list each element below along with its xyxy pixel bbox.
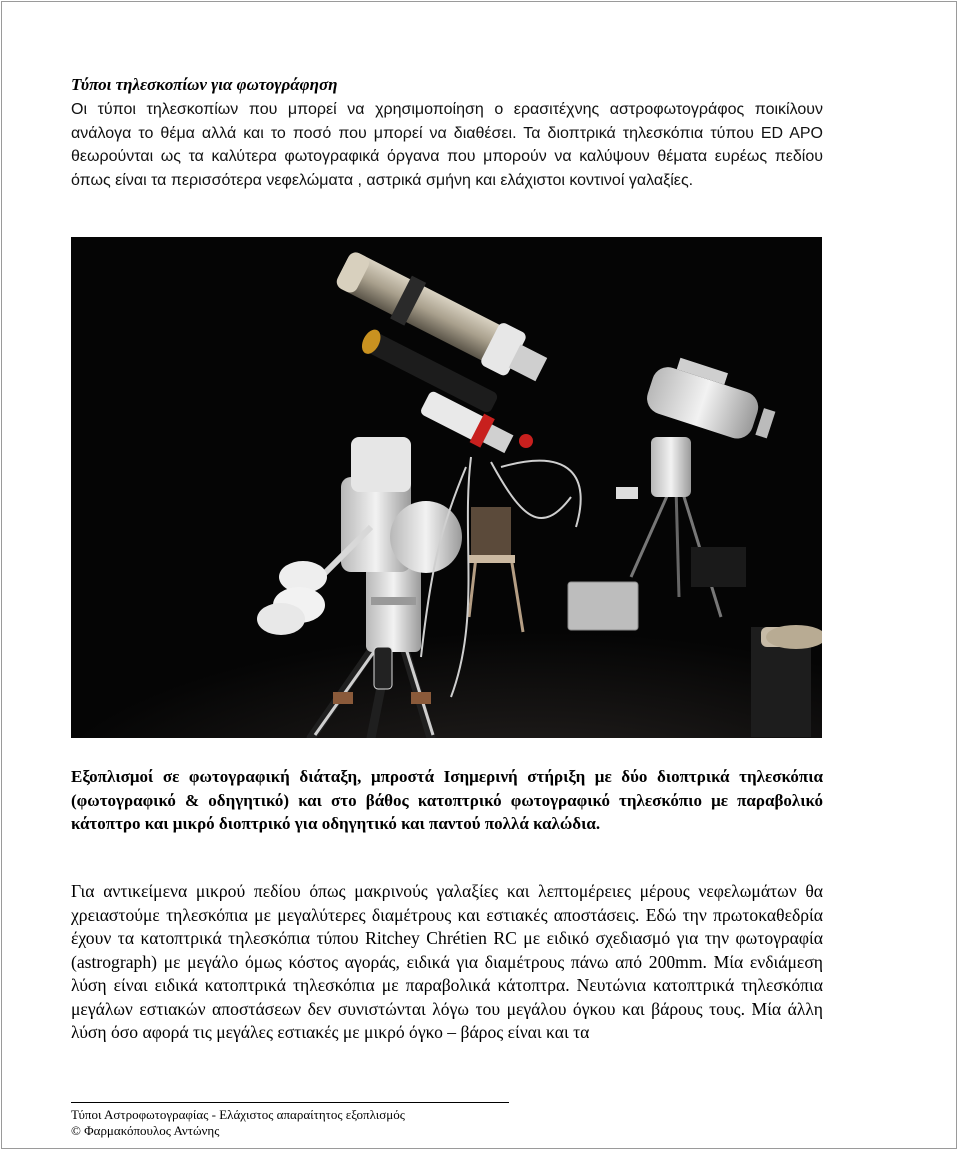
footer-title: Τύποι Αστροφωτογραφίας - Ελάχιστος απαραίτητος εξοπλισμός [71,1107,405,1122]
body-paragraph: Για αντικείμενα μικρού πεδίου όπως μακρινούς γαλαξίες και λεπτομέρειες μέρους νεφελωμάτων θα χρειαστούμε τηλεσκόπια με μεγαλύτερες διαμέτρους και εστιακές αποστάσεις. Εδώ την πρωτοκαθεδρία έχουν τα κατοπτρικά τηλεσκόπια τύπου Ritchey Chrétien RC με ειδικό σχεδιασμό για την φωτογραφία (astrograph) με μεγάλο όμως κόστος αγοράς, ειδικά για διαμέτρους πάνω από 200mm. Μία ενδιάμεση λύση είναι ειδικά κατοπτρικά τηλεσκόπια με παραβολικά κάτοπτρα. Νευτώνια κατοπτρικά τηλεσκόπια μεγάλων εστιακών αποστάσεων δεν συνιστώνται λόγω του μεγάλου όγκου και βάρους τους. Μία άλλη λύση όσο αφορά τις μεγάλες εστιακές με μικρό όγκο – βάρος είναι και τα [71,881,823,1042]
intro-paragraph: Οι τύποι τηλεσκοπίων που μπορεί να χρησιμοποίηση ο ερασιτέχνης αστροφωτογράφος ποικίλουν ανάλογα το θέμα αλλά και το ποσό που μπορεί να διαθέσει. Τα διοπτρικά τηλεσκόπια τύπου ED APO θεωρούνται ως τα καλύτερα φωτογραφικά όργανα που μπορούν να καλύψουν θέματα ευρέως πεδίου όπως είναι τα περισσότερα νεφελώματα , αστρικά σμήνη και ελάχιστοι κοντινοί γαλαξίες. [71,101,823,189]
document-page [1,1,957,1149]
section-heading: Τύποι τηλεσκοπίων για φωτογράφηση [71,75,338,94]
photo-caption: Εξοπλισμοί σε φωτογραφική διάταξη, μπροστά Ισημερινή στήριξη με δύο διοπτρικά τηλεσκόπια (φωτογραφικό & οδηγητικό) και στο βάθος κατοπτρικό φωτογραφικό τηλεσκόπιο με παραβολικό κάτοπτρο και μικρό διοπτρικό για οδηγητικό και παντού πολλά καλώδια. [71,767,823,833]
footer-copyright: © Φαρμακόπουλος Αντώνης [71,1123,220,1138]
footer-rule [71,1102,509,1103]
telescopes-photo [71,237,822,738]
